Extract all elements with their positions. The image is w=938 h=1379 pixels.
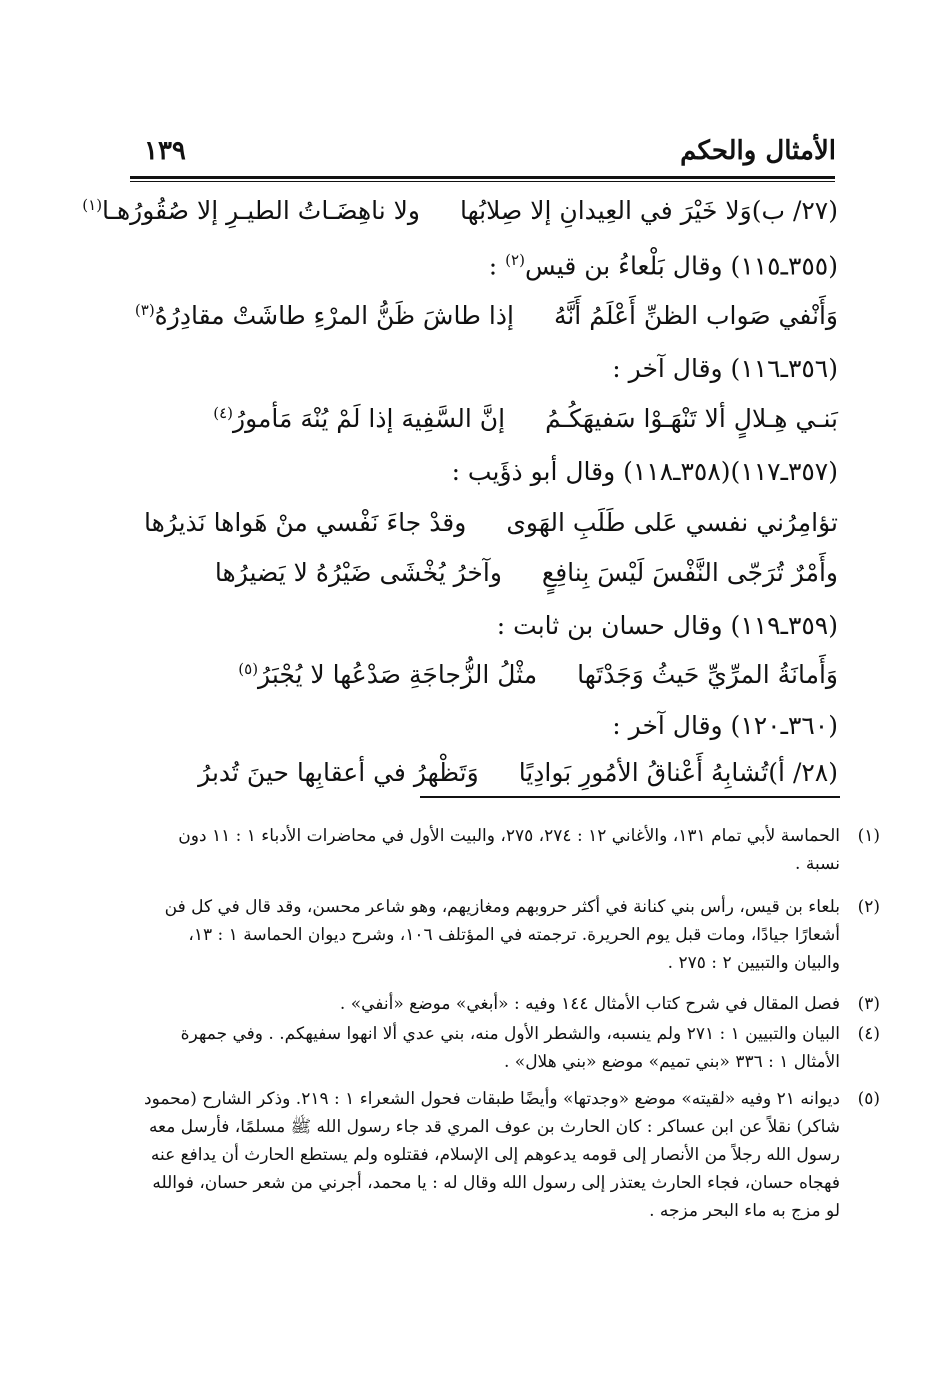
footnote [140,893,880,977]
footnote-text: فصل المقال في شرح كتاب الأمثال ١٤٤ وفيه : «أبغي» موضع «أنفي» . [339,994,840,1014]
prose-text: (٣٥٩ـ١١٩) وقال حسان بن ثابت : [496,611,838,640]
prose-text: (٣٥٧ـ١١٧)(٣٥٨ـ١١٨) وقال أبو ذؤَيب : [451,457,838,486]
verse-second-hemistich: وَتَظْهرُ في أعقابِها حينَ تُدبرُ [198,758,479,787]
verse-line [82,196,838,226]
verse-second-hemistich: وآخرُ يُخْشَى ضَيْرُهُ لا يَضيرُها [214,558,502,587]
verse-second-hemistich: مثْلُ الزُّجاجَةِ صَدْعُها لا يُجْبَرُ [258,660,538,689]
footnote [140,1020,880,1076]
header-rule-thin [130,181,835,182]
footnote [140,1085,880,1225]
verse-line [144,508,838,538]
verse-second-hemistich: وقدْ جاءَ نَفْسي منْ هَواها نَذيرُها [143,508,467,537]
prose-text: (٣٦٠ـ١٢٠) وقال آخر : [612,711,838,740]
prose-line [452,457,838,487]
footnote-number: (٤) [857,1024,880,1044]
header-rule [130,176,835,179]
verse-line [135,301,838,331]
prose-line [497,611,838,641]
footnote-ref: (٥) [238,660,259,678]
verse-line [215,558,838,588]
footnote-text: البيان والتبيين ١ : ٢٧١ ولم ينسبه، والشطر الأول منه، بني عدي ألا انهوا سفيهكم. . وفي جمهرة الأمثال ١ : ٣٣٦ «بني تميم» موضع «بني هلال» . [180,1024,840,1073]
verse-line [238,660,838,690]
footnote-number: (١) [857,826,880,846]
page-number: ١٣٩ [144,136,186,166]
verse-line [213,404,838,434]
verse-first-hemistich: (٢٧/ ب)وَلا خَيْرَ في العِيدانِ إلا صِلابُها [460,196,838,225]
footnote-ref: (١) [82,196,103,214]
footnote-ref: (٤) [213,404,234,422]
footnote [140,990,880,1018]
prose-text: (٣٥٥ـ١١٥) وقال بَلْعاءُ بن قيس [524,251,838,281]
footnote-rule [420,796,840,798]
footnote-ref: (٣) [134,301,155,319]
footnote-text: بلعاء بن قيس، رأس بني كنانة في أكثر حروبهم ومغازيهم، وهو شاعر محسن، وقد قال في كل فن أشعارًا جيادًا، ومات قبل يوم الحريرة. ترجمته في المؤتلف ١٠٦، وشرح ديوان الحماسة ١ : ١٣، والبيان والتبيين ٢ : ٢٧٥ . [164,897,840,974]
verse-first-hemistich: (٢٨/ أ)تُشابِهُ أَعْناقُ الأمُورِ بَوادِيًا [518,758,838,787]
prose-line [612,354,838,384]
footnote-text: ديوانه ٢١ وفيه «لقيته» موضع «وجدتها» وأيضًا طبقات فحول الشعراء ١ : ٢١٩. وذكر الشارح (محمود شاكر) نقلاً عن ابن عساكر : كان الحارث بن عوف المري قد جاء رسول الله ﷺ مسلمًا، فأرسل معه رسول الله رجلاً من الأنصار إلى قومه يدعوهم إلى الإسلام، فقتلوه ولم يستطع الحارث أن يدافع عنه فهجاه حسان، فجاء الحارث يعتذر إلى رسول الله وقال له : يا محمد، أجرني من شعر حسان، فوالله لو مزج به ماء البحر مزجه . [144,1089,840,1222]
verse-second-hemistich: إنَّ السَّفِيهَ إذا لَمْ يُنْهَ مَأمورُ [233,404,506,433]
verse-second-hemistich: إذا طاشَ ظَنُّ المرْءِ طاشَتْ مقادِرُهُ [154,301,514,330]
footnote-number: (٥) [857,1089,880,1109]
footnote-text: الحماسة لأبي تمام ١٣١، والأغاني ١٢ : ٢٧٤، ٢٧٥، والبيت الأول في محاضرات الأدباء ١ : ١١ دون نسبة . [178,826,840,875]
prose-line [612,711,838,741]
prose-tail: : [488,251,506,281]
verse-first-hemistich: وأَمْرٌ تُرَجّى النَّفْسَ لَيْسَ بِنافِعٍ [541,558,838,587]
verse-first-hemistich: وَأَمانَةُ المرِّيِّ حَيثُ وَجَدْتَها [577,660,838,689]
verse-first-hemistich: تؤامِرُني نفسي عَلى طَلَبِ الهَوى [506,508,838,537]
prose-text: (٣٥٦ـ١١٦) وقال آخر : [612,354,838,383]
running-title: الأمثال والحكم [680,136,836,166]
verse-first-hemistich: بَنـي هِـلالٍ ألا تَنْهَـوْا سَفيهَكُـمُ [545,404,838,433]
verse-first-hemistich: وَأَنْفي صَواب الظنِّ أَعْلَمُ أَنَّهُ [553,301,838,330]
verse-second-hemistich: ولا ناهِضَـاتُ الطيـرِ إلا صُقُورُهـا [102,196,421,225]
verse-line [198,758,838,788]
footnote-ref: (٢) [505,251,525,269]
footnote-number: (٢) [857,897,880,917]
prose-line [489,251,838,281]
footnote-number: (٣) [857,994,880,1014]
footnote [140,822,880,878]
